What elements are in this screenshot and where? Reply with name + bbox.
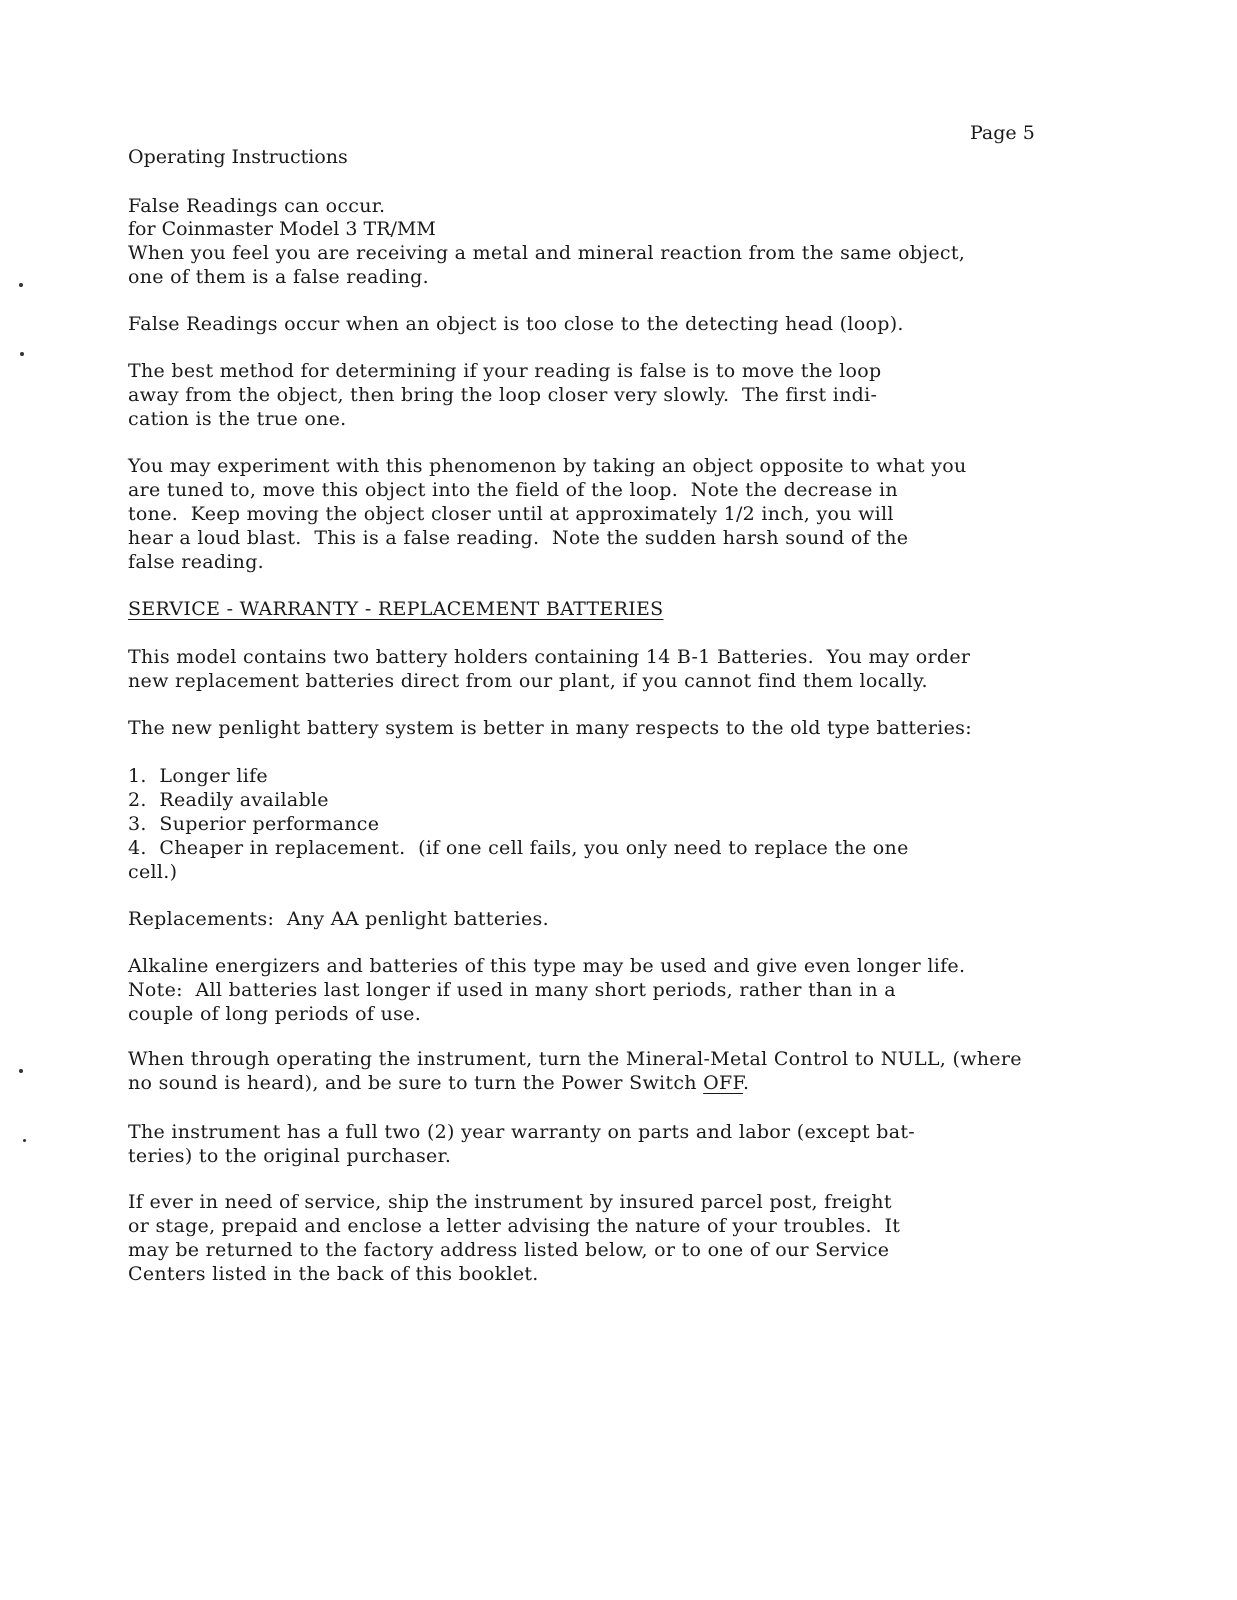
paragraph-line: may be returned to the factory address listed below, or to one of our Service	[128, 1239, 890, 1261]
scan-speck	[19, 283, 23, 287]
paragraph-line: This model contains two battery holders containing 14 B-1 Batteries. You may order	[128, 646, 971, 668]
text-run: .	[743, 1072, 750, 1094]
paragraph-line: teries) to the original purchaser.	[128, 1145, 452, 1167]
scan-speck	[23, 1139, 26, 1142]
paragraph-line: Alkaline energizers and batteries of this type may be used and give even longer life.	[128, 955, 966, 977]
scan-speck	[20, 352, 24, 356]
text-run: no sound is heard), and be sure to turn the Power Switch	[128, 1072, 704, 1094]
list-item: 2. Readily available	[128, 789, 329, 811]
paragraph-line	[128, 1071, 749, 1095]
list-item: 4. Cheaper in replacement. (if one cell fails, you only need to replace the one	[128, 837, 909, 859]
paragraph-line: You may experiment with this phenomenon by taking an object opposite to what you	[128, 455, 967, 477]
paragraph-line: are tuned to, move this object into the field of the loop. Note the decrease in	[128, 479, 898, 501]
list-item: 3. Superior performance	[128, 813, 380, 835]
section-heading: SERVICE - WARRANTY - REPLACEMENT BATTERIES	[128, 598, 664, 620]
paragraph-line: tone. Keep moving the object closer until at approximately 1/2 inch, you will	[128, 503, 894, 525]
paragraph-line: If ever in need of service, ship the instrument by insured parcel post, freight	[128, 1191, 892, 1213]
paragraph-line: false reading.	[128, 551, 265, 573]
page-number: Page 5	[970, 122, 1035, 144]
paragraph-false-readings-cause: False Readings occur when an object is too close to the detecting head (loop).	[128, 313, 904, 335]
paragraph-line: away from the object, then bring the loop closer very slowly. The first indi-	[128, 384, 878, 406]
paragraph-line: The best method for determining if your reading is false is to move the loop	[128, 360, 882, 382]
paragraph-line: new replacement batteries direct from our plant, if you cannot find them locally.	[128, 670, 928, 692]
paragraph-line: cation is the true one.	[128, 408, 347, 430]
paragraph-line: couple of long periods of use.	[128, 1003, 422, 1025]
header-title: Operating Instructions	[128, 146, 348, 168]
scan-speck	[19, 1069, 23, 1073]
list-item-continuation: cell.)	[128, 861, 178, 883]
paragraph-line: The instrument has a full two (2) year warranty on parts and labor (except bat-	[128, 1121, 916, 1143]
paragraph-line: When through operating the instrument, turn the Mineral-Metal Control to NULL, (where	[128, 1048, 1022, 1070]
paragraph-penlight-system: The new penlight battery system is better in many respects to the old type batteries:	[128, 717, 972, 739]
paragraph-line: Note: All batteries last longer if used in many short periods, rather than in a	[128, 979, 896, 1001]
list-item: 1. Longer life	[128, 765, 268, 787]
emphasis-off: OFF	[703, 1072, 744, 1094]
paragraph-line: hear a loud blast. This is a false reading. Note the sudden harsh sound of the	[128, 527, 909, 549]
paragraph-line: one of them is a false reading.	[128, 266, 429, 288]
paragraph-false-readings-intro: False Readings can occur.	[128, 195, 386, 217]
paragraph-line: Centers listed in the back of this booklet.	[128, 1263, 539, 1285]
paragraph-line: When you feel you are receiving a metal and mineral reaction from the same object,	[128, 242, 966, 264]
paragraph-line: or stage, prepaid and enclose a letter advising the nature of your troubles. It	[128, 1215, 901, 1237]
paragraph-replacements: Replacements: Any AA penlight batteries.	[128, 908, 549, 930]
header-subtitle: for Coinmaster Model 3 TR/MM	[128, 218, 436, 240]
